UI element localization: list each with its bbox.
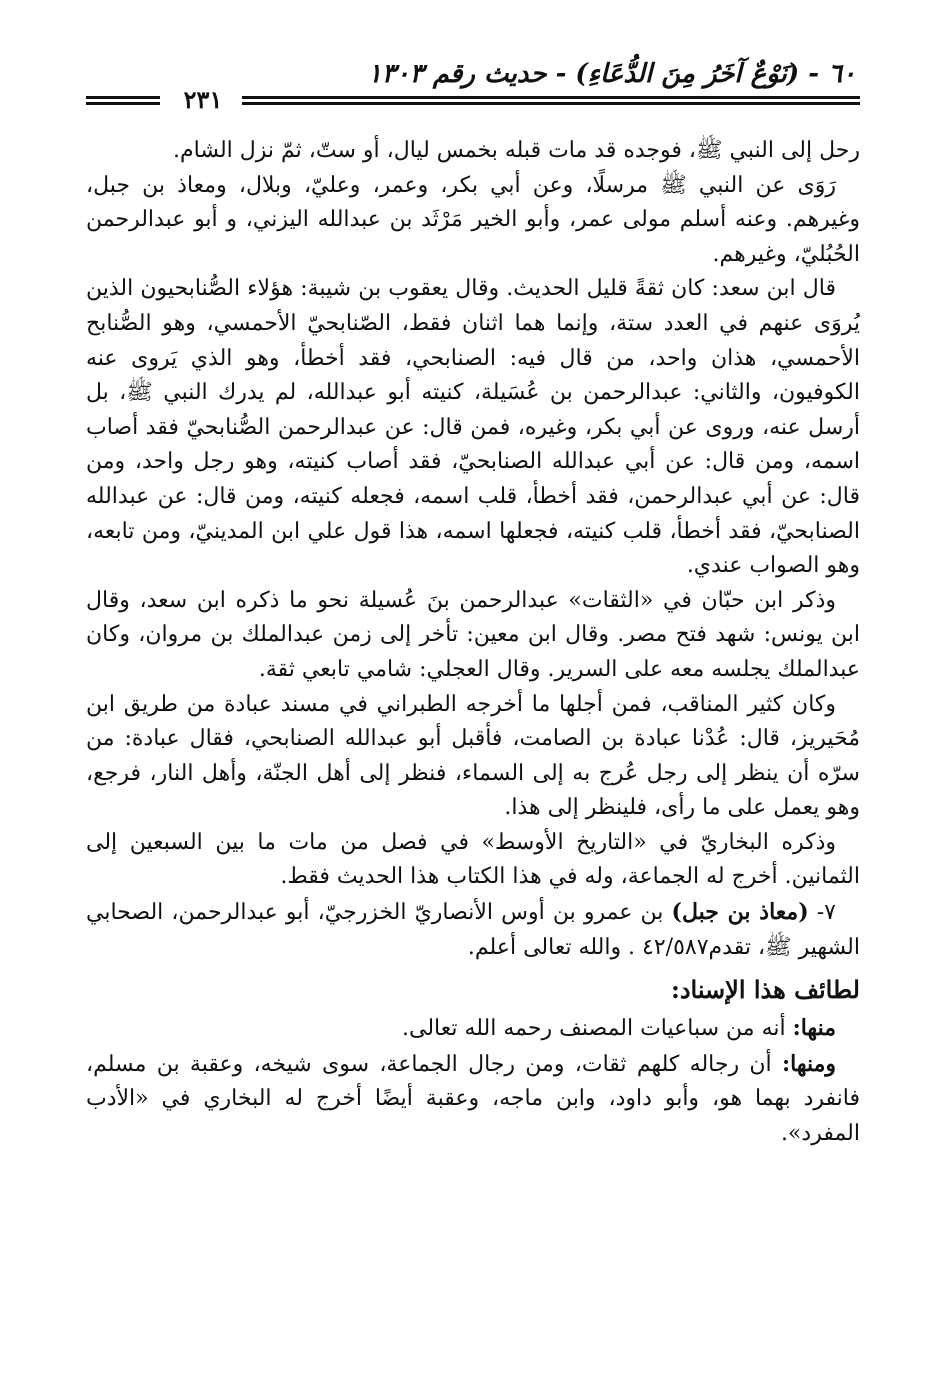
paragraph-1: رحل إلى النبي ﷺ، فوجده قد مات قبله بخمس ليال، أو ستّ، ثمّ نزل الشام.: [173, 138, 860, 163]
narrator-details: بن عمرو بن أوس الأنصاريّ الخزرجيّ، أبو عبدالرحمن، الصحابي الشهير ﷺ، تقدم٤٢/٥٨٧ . والله تعالى أعلم.: [86, 900, 860, 960]
header-rule-right: [242, 96, 860, 99]
subtlety-2-text: أن رجاله كلهم ثقات، ومن رجال الجماعة، سوى شيخه، وعقبة بن مسلم، فانفرد بهما هو، وأبو داود، وابن ماجه، وعقبة أيضًا أخرج له البخاري في «الأدب المفرد».: [86, 1051, 860, 1147]
paragraph-4: وذكر ابن حبّان في «الثقات» عبدالرحمن بنَ عُسيلة نحو ما ذكره ابن سعد، وقال ابن يونس: شهد فتح مصر. وقال ابن معين: تأخر إلى زمن عبدالملك بن مروان، وكان عبدالملك يجلسه معه على السرير. وقال العجلي: شامي تابعي ثقة.: [86, 587, 860, 682]
subtlety-1: [86, 1011, 860, 1047]
main-text: [86, 134, 860, 1152]
subtlety-2: [86, 1047, 860, 1152]
narrator-name: (معاذ بن جبل): [671, 899, 809, 926]
subtlety-2-label: ومنها:: [781, 1050, 836, 1077]
narrator-number: ٧-: [816, 900, 836, 926]
paragraph-6: وذكره البخاريّ في «التاريخ الأوسط» في فصل من مات ما بين السبعين إلى الثمانين. أخرج له الجماعة، وله في هذا الكتاب هذا الحديث فقط.: [86, 829, 860, 890]
paragraph-5: وكان كثير المناقب، فمن أجلها ما أخرجه الطبراني في مسند عبادة من طريق ابن مُحَيريز، قال: عُدْنا عبادة بن الصامت، فأقبل أبو عبدالله الصنابحي، فقال عبادة: من سرّه أن ينظر إلى رجل عُرج به إلى السماء، فنظر إلى أهل الجنّة، وأهل النار، فرجع، وهو يعمل على ما رأى، فلينظر إلى هذا.: [86, 691, 860, 821]
page-number: ٢٣١: [183, 85, 223, 114]
paragraph-3: قال ابن سعد: كان ثقةً قليل الحديث. وقال يعقوب بن شيبة: هؤلاء الصُّنابحيون الذين يُروَى عنهم في العدد ستة، وإنما هما اثنان فقط، الصّنابحيّ الأحمسي، وهو الصُّنابح الأحمسي، هذان واحد، من قال فيه: الصنابحي، فقد أخطأ، وهو الذي يَروى عنه الكوفيون، والثاني: عبدالرحمن بن عُسَيلة، كنيته أبو عبدالله، لم يدرك النبي ﷺ، بل أرسل عنه، وروى عن أبي بكر، وغيره، فمن قال: عن عبدالرحمن الصُّنابحيّ فقد أصاب اسمه، ومن قال: عن أبي عبدالله الصنابحيّ، فقد أصاب كنيته، وهو رجل واحد، ومن قال: عن أبي عبدالرحمن، فقد أخطأ، قلب اسمه، فجعله كنيته، ومن قال: عن عبدالله الصنابحيّ، فقد أخطأ، قلب كنيته، فجعلها اسمه، هذا قول علي ابن المدينيّ، ومن تابعه، وهو الصواب عندي.: [86, 276, 860, 579]
header-rule: [86, 85, 860, 114]
section-heading: لطائف هذا الإسناد:: [670, 975, 860, 1005]
subtlety-1-label: منها:: [792, 1015, 836, 1042]
subtlety-1-text: أنه من سباعيات المصنف رحمه الله تعالى.: [402, 1016, 786, 1042]
header-rule-left: [86, 96, 160, 99]
paragraph-7: [86, 895, 860, 965]
running-header: ٦٠ - (نَوْعٌ آخَرُ مِنَ الدُّعَاءِ) - حديث رقم ١٣٠٣: [367, 59, 856, 89]
paragraph-2: رَوَى عن النبي ﷺ مرسلًا، وعن أبي بكر، وعمر، وعليّ، وبلال، ومعاذ بن جبل، وغيرهم. وعنه أسلم مولى عمر، وأبو الخير مَرْثَد بن عبدالله اليزني، و أبو عبدالرحمن الحُبُليّ، وغيرهم.: [86, 172, 860, 267]
